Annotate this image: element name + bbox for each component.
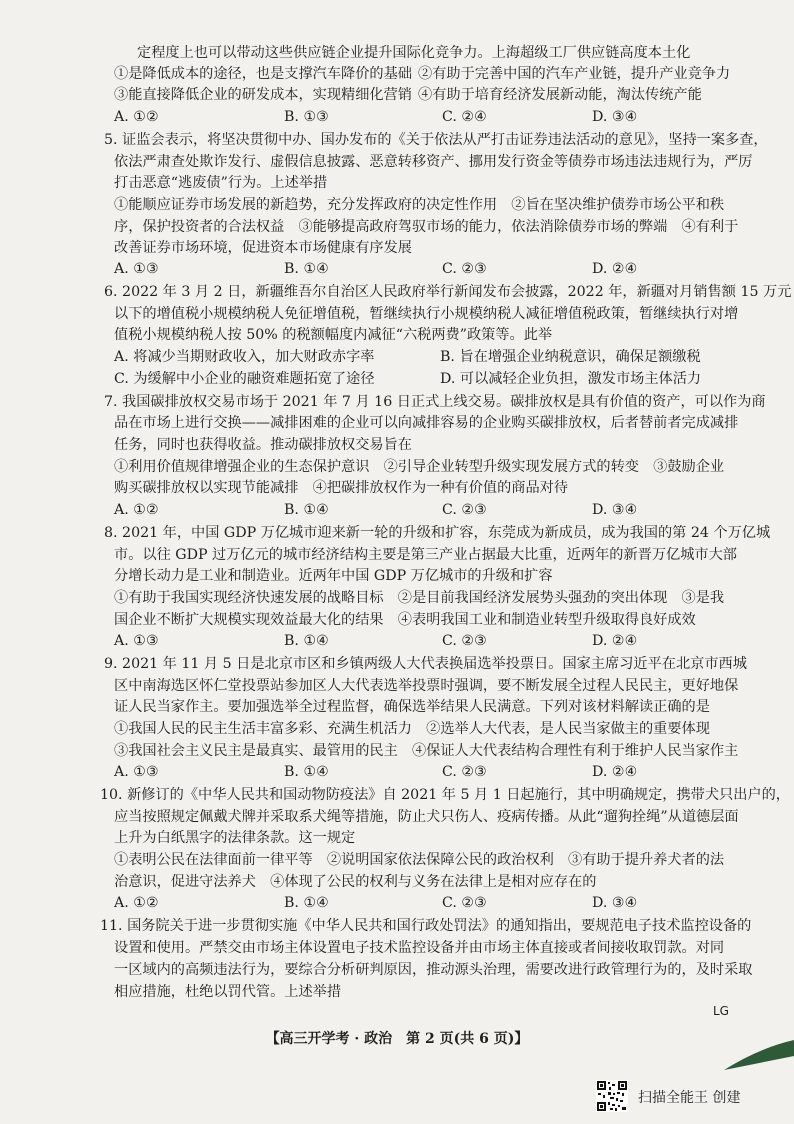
q8-line-3: 分增长动力是工业和制造业。近两年中国 GDP 万亿城市的升级和扩容 [114, 568, 553, 584]
q10-line-5: 治意识，促进守法养犬 ④体现了公民的权利与义务在法律上是相对应存在的 [114, 874, 597, 890]
q4-statement-2: ②有助于完善中国的汽车产业链，提升产业竞争力 [418, 66, 731, 82]
q4-option-c: C. ②④ [442, 109, 487, 125]
q5-line-6: 改善证券市场环境，促进资本市场健康有序发展 [114, 240, 412, 256]
q4-statement-3: ③能直接降低企业的研发成本，实现精细化营销 [114, 87, 412, 103]
q10-line-4: ①表明公民在法律面前一律平等 ②说明国家依法保障公民的政治权利 ③有助于提升养犬者的法 [114, 852, 725, 868]
q9-option-c: C. ②③ [442, 764, 487, 780]
q5-option-a: A. ①③ [114, 261, 159, 277]
q8-line-4: ①有助于我国实现经济快速发展的战略目标 ②是目前我国经济发展势头强劲的突出体现 ③是我 [114, 590, 725, 606]
q9-option-b: B. ①④ [284, 764, 329, 780]
q11-line-1: 11. 国务院关于进一步贯彻实施《中华人民共和国行政处罚法》的通知指出，要规范电子技术监控设备的 [100, 918, 752, 934]
q5-option-b: B. ①④ [284, 261, 329, 277]
watermark-text: 扫描全能王 创建 [638, 1090, 741, 1106]
q5-option-d: D. ②④ [592, 261, 638, 277]
q8-option-c: C. ②③ [442, 633, 487, 649]
q5-line-1: 5. 证监会表示，将坚决贯彻中办、国办发布的《关于依法从严打击证券违法活动的意见》，坚持一案多查， [104, 132, 768, 148]
q4-option-a: A. ①② [114, 109, 159, 125]
q8-option-b: B. ①④ [284, 633, 329, 649]
q10-option-d: D. ③④ [592, 895, 638, 911]
q10-line-2: 应当按照规定佩戴犬牌并采取系犬绳等措施，防止犬只伤人、疫病传播。从此“遛狗拴绳”从道德层面 [114, 809, 739, 825]
q11-line-4: 相应措施，杜绝以罚代管。上述举措 [114, 984, 342, 1000]
q6-line-3: 值税小规模纳税人按 50% 的税额幅度内减征“六税两费”政策等。此举 [114, 327, 553, 343]
q9-line-1: 9. 2021 年 11 月 5 日是北京市区和乡镇两级人大代表换届选举投票日。国家主席习近平在北京市西城 [104, 656, 747, 672]
q11-line-3: 一区域内的高频违法行为，要综合分析研判原因，推动源头治理，需要改进行政管理行为的，及时采取 [114, 962, 753, 978]
q5-line-3: 打击恶意“逃废债”行为。上述举措 [114, 175, 328, 191]
q7-option-d: D. ③④ [592, 502, 638, 518]
q9-option-a: A. ①③ [114, 764, 159, 780]
paper-code: LG [713, 1004, 729, 1018]
q6-option-a: A. 将减少当期财政收入，加大财政赤字率 [114, 349, 375, 365]
q6-option-b: B. 旨在增强企业纳税意识，确保足额缴税 [440, 349, 701, 365]
q7-option-b: B. ①④ [284, 502, 329, 518]
q7-line-2: 品在市场上进行交换——减排困难的企业可以向减排容易的企业购买碳排放权，后者替前者完成减排 [114, 415, 739, 431]
q7-line-3: 任务，同时也获得收益。推动碳排放权交易旨在 [114, 437, 412, 453]
q4-statement-4: ④有助于培育经济发展新动能，淘汰传统产能 [418, 87, 702, 103]
q4-option-b: B. ①③ [284, 109, 329, 125]
q8-option-d: D. ②④ [592, 633, 638, 649]
q7-line-4: ①利用价值规律增强企业的生态保护意识 ②引导企业转型升级实现发展方式的转变 ③鼓励企业 [114, 459, 725, 475]
qr-code-icon [596, 1080, 628, 1112]
q6-option-c: C. 为缓解中小企业的融资难题拓宽了途径 [114, 371, 375, 387]
q8-line-2: 市。以往 GDP 过万亿元的城市经济结构主要是第三产业占据最大比重，近两年的新晋万亿城市大部 [114, 547, 737, 563]
q4-statement-1: ①是降低成本的途径，也是支撑汽车降价的基础 [114, 66, 412, 82]
q9-line-2: 区中南海选区怀仁堂投票站参加区人大代表选举投票时强调，要不断发展全过程人民民主，更好地保 [114, 678, 739, 694]
q5-line-4: ①能顺应证券市场发展的新趋势，充分发挥政府的决定性作用 ②旨在坚决维护债券市场公平和秩 [114, 197, 725, 213]
q6-line-2: 以下的增值税小规模纳税人免征增值税，暂继续执行小规模纳税人减征增值税政策，暂继续执行对增 [114, 306, 739, 322]
q4-option-d: D. ③④ [592, 109, 638, 125]
q7-option-a: A. ①② [114, 502, 159, 518]
q6-line-1: 6. 2022 年 3 月 2 日，新疆维吾尔自治区人民政府举行新闻发布会披露，2022 年，新疆对月销售额 15 万元 [104, 284, 792, 300]
q4-line-1: 定程度上也可以带动这些供应链企业提升国际化竞争力。上海超级工厂供应链高度本土化 [137, 45, 691, 61]
q10-option-c: C. ②③ [442, 895, 487, 911]
q5-line-2: 依法严肃查处欺诈发行、虚假信息披露、恶意转移资产、挪用发行资金等债券市场违法违规行为，严厉 [114, 154, 753, 170]
q8-line-1: 8. 2021 年，中国 GDP 万亿城市迎来新一轮的升级和扩容，东莞成为新成员，成为我国的第 24 个万亿城 [104, 525, 771, 541]
q6-option-d: D. 可以减轻企业负担，激发市场主体活力 [440, 371, 702, 387]
q9-line-3: 证人民当家作主。要加强选举全过程监督，确保选举结果人民满意。下列对该材料解读正确的是 [114, 699, 710, 715]
q7-line-5: 购买碳排放权以实现节能减排 ④把碳排放权作为一种有价值的商品对待 [114, 480, 569, 496]
q7-line-1: 7. 我国碳排放权交易市场于 2021 年 7 月 16 日正式上线交易。碳排放权是具有价值的资产，可以作为商 [104, 394, 766, 410]
q10-option-a: A. ①② [114, 895, 159, 911]
q5-option-c: C. ②③ [442, 261, 487, 277]
q8-option-a: A. ①③ [114, 633, 159, 649]
q9-line-4: ①我国人民的民主生活丰富多彩、充满生机活力 ②选举人大代表，是人民当家做主的重要体现 [114, 721, 710, 737]
q5-line-5: 序，保护投资者的合法权益 ③能够提高政府驾驭市场的能力，依法消除债券市场的弊端 ④有利于 [114, 219, 739, 235]
q10-line-3: 上升为白纸黑字的法律条款。这一规定 [114, 830, 356, 846]
decorative-swoosh [724, 1040, 794, 1080]
q9-line-5: ③我国社会主义民主是最真实、最管用的民主 ④保证人大代表结构合理性有利于维护人民当家作主 [114, 743, 739, 759]
q10-option-b: B. ①④ [284, 895, 329, 911]
q11-line-2: 设置和使用。严禁交由市场主体设置电子技术监控设备并由市场主体直接或者间接收取罚款。对同 [114, 940, 725, 956]
q9-option-d: D. ②④ [592, 764, 638, 780]
q10-line-1: 10. 新修订的《中华人民共和国动物防疫法》自 2021 年 5 月 1 日起施行，其中明确规定，携带犬只出户的， [100, 787, 790, 803]
q8-line-5: 国企业不断扩大规模实现效益最大化的结果 ④表明我国工业和制造业转型升级取得良好成效 [114, 612, 696, 628]
q7-option-c: C. ②③ [442, 502, 487, 518]
page-footer-title: 【高三开学考 · 政治 第 2 页(共 6 页)】 [265, 1031, 529, 1047]
